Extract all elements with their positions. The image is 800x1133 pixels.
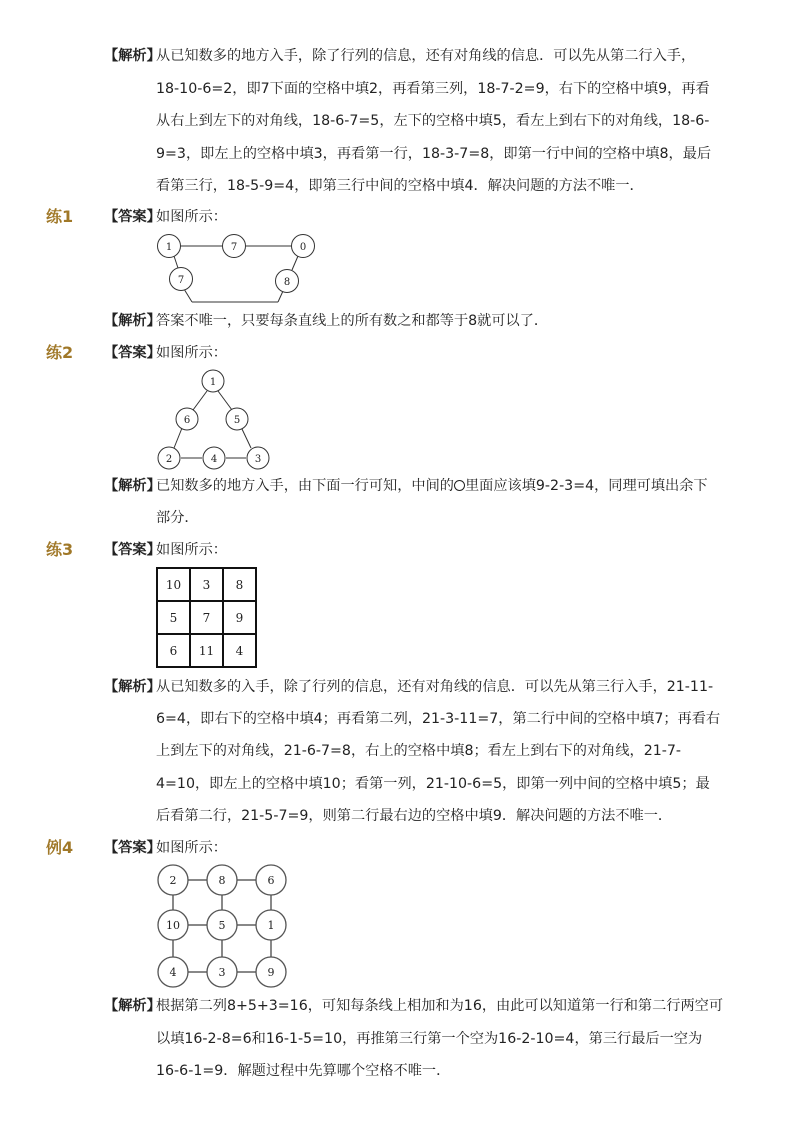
- grid-row: [157, 634, 256, 667]
- analysis-line: 16-6-1=9．解题过程中先算哪个空格不唯一．: [156, 1063, 451, 1079]
- analysis-line: 部分．: [156, 510, 199, 526]
- example-label-4: 例4: [46, 838, 74, 857]
- answer-tag: 【答案】: [104, 840, 161, 856]
- answer-tag: 【答案】: [104, 345, 161, 361]
- circle-value: 3: [254, 454, 262, 465]
- exercise-label-3: 练3: [46, 540, 74, 559]
- grid-cell: 11: [190, 634, 223, 667]
- circle-value: 1: [267, 919, 275, 932]
- circle-value: 4: [169, 966, 177, 979]
- circle-value: 4: [210, 454, 218, 465]
- grid-cell: 9: [223, 601, 256, 634]
- circle-value: 7: [230, 242, 238, 253]
- analysis-tag: 【解析】: [104, 998, 161, 1014]
- answer-tag: 【答案】: [104, 209, 161, 225]
- circle-value: 9: [267, 966, 275, 979]
- connector-line: [174, 256, 178, 268]
- circle-value: 8: [283, 277, 291, 288]
- grid-row: [157, 601, 256, 634]
- connector-line: [218, 391, 232, 410]
- analysis-text: 已知数多的地方入手，由下面一行可知，中间的: [156, 478, 454, 494]
- analysis-line: 答案不唯一，只要每条直线上的所有数之和都等于8就可以了．: [156, 313, 549, 329]
- exercise-label-2: 练2: [46, 343, 74, 362]
- analysis-line: 6=4，即右下的空格中填4；再看第二列，21-3-11=7，第二行中间的空格中填7；再看右: [156, 711, 721, 727]
- circle-value: 1: [165, 242, 173, 253]
- figure-lian2: [150, 364, 280, 474]
- figure-li4-svg: [150, 860, 295, 995]
- circle-value: 2: [169, 874, 177, 887]
- answer-intro: 如图所示：: [156, 542, 227, 558]
- analysis-tag: 【解析】: [104, 313, 161, 329]
- grid-cell: 5: [157, 601, 190, 634]
- connector-line: [184, 289, 192, 302]
- circle-value: 6: [183, 415, 191, 426]
- figure-lian1: [150, 228, 325, 308]
- connector-line: [242, 429, 251, 448]
- circle-value: 1: [209, 377, 217, 388]
- analysis-line: 9=3，即左上的空格中填3，再看第一行，18-3-7=8，即第一行中间的空格中填8，最后: [156, 146, 712, 162]
- analysis-line: 看第三行，18-5-9=4，即第三行中间的空格中填4．解决问题的方法不唯一．: [156, 178, 644, 194]
- circle-value: 7: [177, 275, 185, 286]
- grid-row: [157, 568, 256, 601]
- circle-value: 8: [218, 874, 226, 887]
- circle-value: 0: [299, 242, 307, 253]
- analysis-line: 以填16-2-8=6和16-1-5=10，再推第三行第一个空为16-2-10=4，第三行最后一空为: [156, 1031, 703, 1047]
- grid-cell: 7: [190, 601, 223, 634]
- grid-cell: 8: [223, 568, 256, 601]
- circle-value: 6: [267, 874, 275, 887]
- grid-cell: 4: [223, 634, 256, 667]
- circle-value: 2: [165, 454, 173, 465]
- magic-square-grid: [156, 567, 257, 668]
- analysis-tag: 【解析】: [104, 478, 161, 494]
- grid-cell: 6: [157, 634, 190, 667]
- answer-tag: 【答案】: [104, 542, 161, 558]
- connector-line: [193, 391, 207, 410]
- answer-intro: 如图所示：: [156, 209, 227, 225]
- analysis-line: 从右上到左下的对角线，18-6-7=5，左下的空格中填5，看左上到右下的对角线，18-6-: [156, 113, 710, 129]
- grid-cell: 10: [157, 568, 190, 601]
- circle-value: 5: [233, 415, 241, 426]
- circle-icon: [454, 480, 465, 491]
- grid-cell: 3: [190, 568, 223, 601]
- analysis-line: 从已知数多的入手，除了行列的信息，还有对角线的信息．可以先从第三行入手，21-11-: [156, 679, 714, 695]
- figure-lian2-svg: [150, 364, 280, 474]
- circle-value: 5: [218, 919, 226, 932]
- analysis-line: [156, 476, 708, 496]
- analysis-line: 上到左下的对角线，21-6-7=8，右上的空格中填8；看左上到右下的对角线，21-7-: [156, 743, 682, 759]
- analysis-line: 4=10，即左上的空格中填10；看第一列，21-10-6=5，即第一列中间的空格中填5；最: [156, 776, 710, 792]
- connector-line: [278, 291, 283, 302]
- answer-intro: 如图所示：: [156, 345, 227, 361]
- connector-line: [292, 256, 298, 270]
- analysis-line: 从已知数多的地方入手，除了行列的信息，还有对角线的信息．可以先从第二行入手，: [156, 48, 696, 64]
- exercise-label-1: 练1: [46, 207, 74, 226]
- answer-intro: 如图所示：: [156, 840, 227, 856]
- figure-lian1-svg: [150, 228, 325, 308]
- analysis-line: 根据第二列8+5+3=16，可知每条线上相加和为16，由此可以知道第一行和第二行两空可: [156, 998, 724, 1014]
- connector-line: [174, 428, 182, 448]
- circle-value: 10: [166, 919, 180, 932]
- analysis-tag: 【解析】: [104, 679, 161, 695]
- analysis-text: 里面应该填9-2-3=4，同理可填出余下: [464, 478, 708, 494]
- analysis-line: 后看第二行，21-5-7=9，则第二行最右边的空格中填9．解决问题的方法不唯一．: [156, 808, 673, 824]
- figure-li4: [150, 860, 295, 995]
- circle-value: 3: [218, 966, 226, 979]
- analysis-line: 18-10-6=2，即7下面的空格中填2，再看第三列，18-7-2=9，右下的空格中填9，再看: [156, 81, 710, 97]
- analysis-tag: 【解析】: [104, 48, 161, 64]
